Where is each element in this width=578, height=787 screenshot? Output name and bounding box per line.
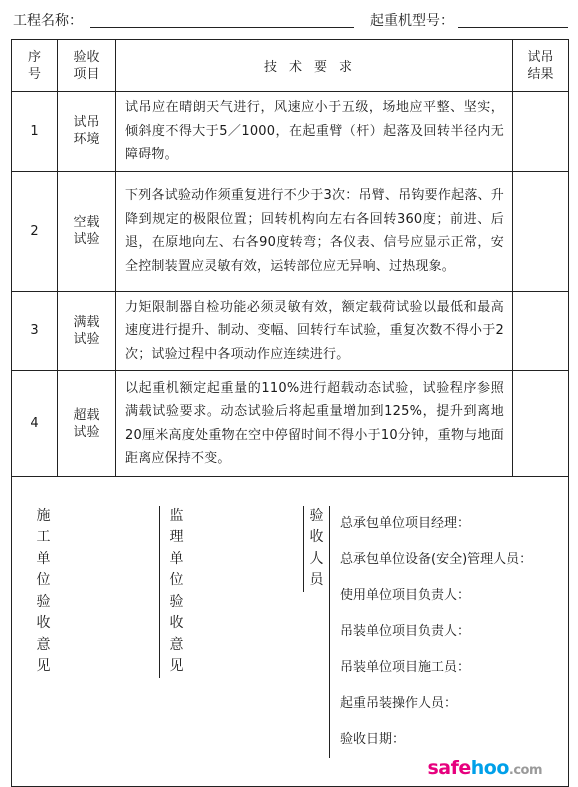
crane-model-label: 起重机型号： bbox=[370, 13, 454, 29]
crane-model-field[interactable] bbox=[458, 27, 568, 28]
row-requirement: 以起重机额定起重量的110%进行超载动态试验，试验程序参照满载试验要求。动态试验后将起重量增加到125%，提升到离地20厘米高度处重物在空中停留时间不得小于10分钟，重物与地面距离应保持不变。 bbox=[116, 371, 513, 477]
watermark-part-a: safe bbox=[427, 757, 471, 779]
inspector-line[interactable]: 吊装单位项目施工员： bbox=[340, 659, 471, 675]
table-row bbox=[12, 171, 569, 291]
construction-opinion-label: 施工单位验收意见 bbox=[36, 507, 51, 674]
row-seq: 1 bbox=[12, 92, 58, 172]
supervision-opinion-label-cell bbox=[159, 506, 193, 678]
row-requirement: 下列各试验动作须重复进行不少于3次：吊臂、吊钩要作起落、升降到规定的极限位置；回转机构向左右各回转360度；前进、后退，在原地向左、右各90度转弯；各仪表、信号应显示正常，安全控制装置应灵敏有效，运转部位应无异响、过热现象。 bbox=[116, 171, 513, 291]
header-requirements bbox=[116, 40, 513, 92]
row-requirement: 试吊应在晴朗天气进行，风速应小于五级，场地应平整、坚实，倾斜度不得大于5／1000，在起重臂（杆）起落及回转半径内无障碍物。 bbox=[116, 92, 513, 172]
table-row bbox=[12, 92, 569, 172]
row-result-cell[interactable] bbox=[513, 371, 569, 477]
header-item-text: 验收 项目 bbox=[73, 49, 100, 82]
supervision-opinion-label: 监理单位验收意见 bbox=[169, 507, 184, 674]
header-item bbox=[58, 40, 116, 92]
row-requirement: 力矩限制器自检功能必须灵敏有效，额定载荷试验以最低和最高速度进行提升、制动、变幅、回转行车试验，重复次数不得小于2次；试验过程中各项动作应连续进行。 bbox=[116, 291, 513, 371]
row-result-cell[interactable] bbox=[513, 291, 569, 371]
signoff-grid bbox=[12, 506, 568, 758]
row-item-text: 满载 试验 bbox=[73, 314, 100, 347]
inspector-line[interactable]: 吊装单位项目负责人： bbox=[340, 623, 471, 639]
header-result bbox=[513, 40, 569, 92]
header-result-text: 试吊 结果 bbox=[527, 49, 554, 82]
row-seq: 2 bbox=[12, 171, 58, 291]
header-seq-text: 序 号 bbox=[27, 49, 41, 82]
construction-opinion-label-cell bbox=[12, 506, 75, 678]
row-result-cell[interactable] bbox=[513, 92, 569, 172]
acceptance-date-line[interactable]: 验收日期： bbox=[340, 731, 406, 747]
row-item bbox=[58, 171, 116, 291]
row-item bbox=[58, 291, 116, 371]
acceptance-table bbox=[11, 39, 569, 787]
inspector-line[interactable]: 总承包单位项目经理： bbox=[340, 515, 471, 531]
watermark-part-c: .com bbox=[508, 763, 542, 778]
watermark-part-b: hoo bbox=[470, 757, 509, 779]
row-result-cell[interactable] bbox=[513, 171, 569, 291]
project-name-label: 工程名称： bbox=[13, 13, 83, 29]
row-item-text: 超载 试验 bbox=[73, 407, 100, 440]
signoff-cell bbox=[12, 477, 569, 787]
row-item bbox=[58, 92, 116, 172]
inspectors-label: 验收人员 bbox=[309, 507, 324, 588]
row-seq: 4 bbox=[12, 371, 58, 477]
signoff-row bbox=[12, 477, 569, 787]
row-item-text: 试吊 环境 bbox=[73, 115, 100, 148]
row-seq: 3 bbox=[12, 291, 58, 371]
inspector-line[interactable]: 使用单位项目负责人： bbox=[340, 587, 471, 603]
inspector-line[interactable]: 总承包单位设备(安全)管理人员： bbox=[340, 551, 533, 567]
site-watermark bbox=[427, 757, 542, 779]
header-row bbox=[12, 40, 569, 92]
header-requirements-text: 技术要求 bbox=[263, 60, 364, 75]
row-item bbox=[58, 371, 116, 477]
inspectors-label-cell bbox=[303, 506, 329, 592]
inspector-line[interactable]: 起重吊装操作人员： bbox=[340, 695, 458, 711]
project-name-field[interactable] bbox=[90, 27, 354, 28]
inspectors-list bbox=[329, 506, 568, 758]
row-item-text: 空载 试验 bbox=[73, 215, 100, 247]
table-row bbox=[12, 291, 569, 371]
header-seq bbox=[12, 40, 58, 92]
table-row bbox=[12, 371, 569, 477]
